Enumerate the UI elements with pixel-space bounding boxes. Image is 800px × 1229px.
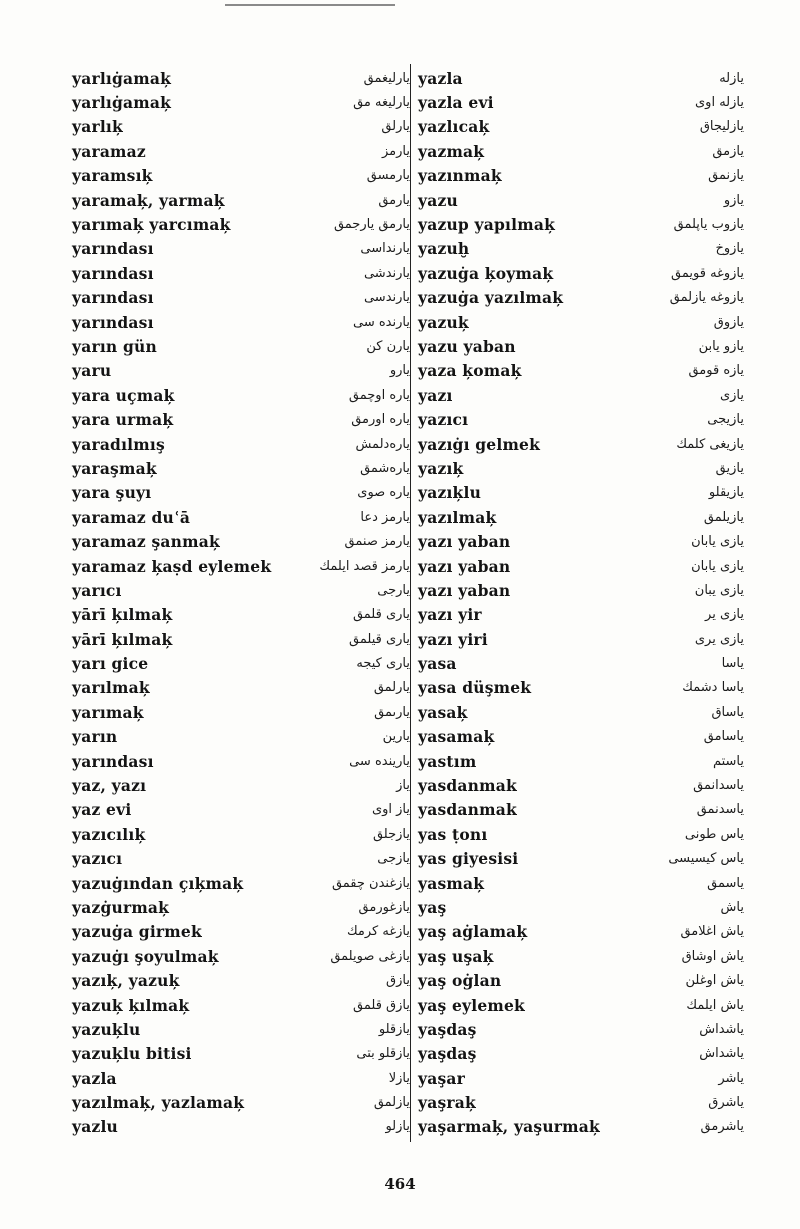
- dictionary-entry: [418, 895, 744, 919]
- dictionary-entry: [72, 725, 410, 749]
- ottoman-script-form: ياستم: [712, 753, 744, 769]
- dictionary-entry: [72, 676, 410, 700]
- dictionary-entry: [418, 359, 744, 383]
- left-column: [72, 66, 410, 1139]
- dictionary-entry: [418, 1090, 744, 1114]
- turkish-headword: yaramaz duʿā: [72, 507, 191, 527]
- ottoman-script-form: ياش ايلمك: [686, 997, 744, 1013]
- turkish-headword: yaş eylemek: [418, 995, 525, 1015]
- dictionary-entry: [72, 1042, 410, 1066]
- dictionary-entry: [418, 90, 744, 114]
- dictionary-entry: [418, 798, 744, 822]
- ottoman-script-form: يارندشى: [363, 265, 410, 281]
- ottoman-script-form: ياشر: [718, 1070, 744, 1086]
- dictionary-entry: [72, 847, 410, 871]
- turkish-headword: yaşdaş: [418, 1044, 477, 1064]
- ottoman-script-form: يازلمق: [373, 1095, 410, 1111]
- ottoman-script-form: يارينده سى: [349, 753, 410, 769]
- ottoman-script-form: يارنده سى: [353, 314, 410, 330]
- dictionary-entry: [72, 749, 410, 773]
- dictionary-entry: [418, 237, 744, 261]
- dictionary-entry: [418, 310, 744, 334]
- ottoman-script-form: ياسدنمق: [696, 802, 744, 818]
- turkish-headword: yazılmaķ: [418, 507, 497, 527]
- right-column: [418, 66, 744, 1139]
- turkish-headword: yaraşmaķ: [72, 458, 157, 478]
- turkish-headword: yazınmaķ: [418, 166, 502, 186]
- turkish-headword: yarındası: [72, 751, 154, 771]
- ottoman-script-form: يازيق: [715, 460, 744, 476]
- dictionary-entry: [72, 578, 410, 602]
- turkish-headword: yaş aġlamaķ: [418, 922, 528, 942]
- ottoman-script-form: يازو: [723, 192, 744, 208]
- ottoman-script-form: يازوخ: [715, 241, 744, 257]
- dictionary-entry: [72, 334, 410, 358]
- ottoman-script-form: يازق: [386, 973, 410, 989]
- dictionary-entry: [72, 554, 410, 578]
- ottoman-script-form: يازلا: [388, 1070, 410, 1086]
- turkish-headword: yarıcı: [72, 580, 122, 600]
- dictionary-entry: [72, 66, 410, 90]
- dictionary-entry: [418, 456, 744, 480]
- ottoman-script-form: ياش اوغلن: [685, 973, 744, 989]
- turkish-headword: yazıcı: [72, 849, 123, 869]
- ottoman-script-form: يازليجاق: [699, 119, 744, 135]
- turkish-headword: yazuḫ: [418, 239, 470, 259]
- turkish-headword: yārī ķılmaķ: [72, 605, 173, 625]
- ottoman-script-form: يارلق: [381, 119, 410, 135]
- ottoman-script-form: ياشرمق: [700, 1119, 744, 1135]
- ottoman-script-form: ياسا: [721, 656, 744, 672]
- ottoman-script-form: ياساق: [711, 704, 744, 720]
- turkish-headword: yaş uşaķ: [418, 946, 494, 966]
- turkish-headword: yaramaz: [72, 141, 146, 161]
- ottoman-script-form: يارليغمق: [363, 70, 410, 86]
- turkish-headword: yazı yaban: [418, 580, 511, 600]
- dictionary-entry: [72, 773, 410, 797]
- dictionary-entry: [72, 1115, 410, 1139]
- dictionary-entry: [72, 822, 410, 846]
- dictionary-entry: [72, 651, 410, 675]
- ottoman-script-form: يارجى: [377, 582, 410, 598]
- turkish-headword: yaz, yazı: [72, 776, 147, 796]
- dictionary-entry: [418, 1115, 744, 1139]
- ottoman-script-form: ياسدانمق: [693, 778, 744, 794]
- dictionary-entry: [418, 529, 744, 553]
- dictionary-entry: [418, 944, 744, 968]
- dictionary-entry: [72, 968, 410, 992]
- turkish-headword: yaradılmış: [72, 434, 165, 454]
- dictionary-entry: [72, 188, 410, 212]
- ottoman-script-form: يازله اوى: [695, 95, 744, 111]
- column-divider: [410, 64, 411, 1142]
- turkish-headword: yaşarmaķ, yaşurmaķ: [418, 1117, 600, 1137]
- ottoman-script-form: ياز: [396, 778, 410, 794]
- turkish-headword: yazu yaban: [418, 336, 516, 356]
- ottoman-script-form: ياشداش: [699, 1046, 744, 1062]
- turkish-headword: yazuġa yazılmaķ: [418, 288, 564, 308]
- ottoman-script-form: يارن كن: [366, 338, 410, 354]
- turkish-headword: yaşar: [418, 1068, 465, 1088]
- dictionary-entry: [72, 505, 410, 529]
- ottoman-script-form: ياره صوى: [357, 485, 410, 501]
- dictionary-entry: [72, 944, 410, 968]
- dictionary-entry: [72, 310, 410, 334]
- turkish-headword: yaşraķ: [418, 1093, 476, 1113]
- turkish-headword: yazı yir: [418, 605, 482, 625]
- turkish-headword: yazuķ ķılmaķ: [72, 995, 190, 1015]
- turkish-headword: yaru: [72, 361, 112, 381]
- dictionary-entry: [418, 554, 744, 578]
- turkish-headword: yas ṭonı: [418, 824, 488, 844]
- dictionary-entry: [72, 212, 410, 236]
- turkish-headword: yazuġından çıķmaķ: [72, 873, 244, 893]
- dictionary-entry: [418, 773, 744, 797]
- turkish-headword: yazu: [418, 190, 458, 210]
- turkish-headword: yarımaķ: [72, 702, 144, 722]
- turkish-headword: yasaķ: [418, 702, 468, 722]
- turkish-headword: yārī ķılmaķ: [72, 629, 173, 649]
- ottoman-script-form: يارىمق: [374, 704, 410, 720]
- turkish-headword: yazla: [418, 68, 463, 88]
- turkish-headword: yarılmaķ: [72, 678, 150, 698]
- ottoman-script-form: ياسا دشمك: [682, 680, 744, 696]
- turkish-headword: yazlıcaķ: [418, 117, 490, 137]
- ottoman-script-form: يازيغى كلمك: [676, 436, 744, 452]
- ottoman-script-form: يازله: [719, 70, 744, 86]
- turkish-headword: yazġurmaķ: [72, 897, 170, 917]
- ottoman-script-form: يازوق: [713, 314, 744, 330]
- ottoman-script-form: يازقلو بتى: [356, 1046, 410, 1062]
- ottoman-script-form: ياره اورمق: [351, 412, 410, 428]
- turkish-headword: yazla: [72, 1068, 117, 1088]
- ottoman-script-form: يازى: [719, 387, 744, 403]
- turkish-headword: yazıcılıķ: [72, 824, 146, 844]
- dictionary-entry: [72, 993, 410, 1017]
- ottoman-script-form: ياش اغلامق: [680, 924, 744, 940]
- dictionary-entry: [72, 1017, 410, 1041]
- dictionary-entry: [418, 432, 744, 456]
- turkish-headword: yaş oġlan: [418, 971, 502, 991]
- turkish-headword: yazıcı: [418, 410, 469, 430]
- dictionary-entry: [72, 261, 410, 285]
- turkish-headword: yarındası: [72, 263, 154, 283]
- dictionary-entry: [72, 895, 410, 919]
- turkish-headword: yarındası: [72, 239, 154, 259]
- ottoman-script-form: يازوغه قويمق: [671, 265, 744, 281]
- dictionary-entry: [418, 847, 744, 871]
- dictionary-entry: [418, 334, 744, 358]
- ottoman-script-form: يارمق: [378, 192, 410, 208]
- ottoman-script-form: ياس كيسيسى: [668, 851, 744, 867]
- dictionary-entry: [72, 286, 410, 310]
- dictionary-entry: [72, 700, 410, 724]
- dictionary-entry: [418, 920, 744, 944]
- dictionary-entry: [72, 456, 410, 480]
- dictionary-entry: [418, 481, 744, 505]
- dictionary-entry: [72, 1066, 410, 1090]
- turkish-headword: yazla evi: [418, 93, 494, 113]
- dictionary-entry: [418, 968, 744, 992]
- ottoman-script-form: يازجلق: [372, 826, 410, 842]
- ottoman-script-form: يارلمق: [373, 680, 410, 696]
- dictionary-entry: [418, 505, 744, 529]
- dictionary-entry: [418, 188, 744, 212]
- ottoman-script-form: يارمسق: [366, 168, 410, 184]
- dictionary-entry: [418, 651, 744, 675]
- dictionary-entry: [418, 1042, 744, 1066]
- ottoman-script-form: ياز اوى: [371, 802, 410, 818]
- turkish-headword: yasdanmak: [418, 776, 517, 796]
- ottoman-script-form: ياشرق: [708, 1095, 744, 1111]
- dictionary-entry: [418, 700, 744, 724]
- turkish-headword: yarlıġamaķ: [72, 93, 172, 113]
- dictionary-entry: [418, 822, 744, 846]
- ottoman-script-form: يازى يابان: [691, 534, 744, 550]
- turkish-headword: yarın gün: [72, 336, 157, 356]
- turkish-headword: yazuġı şoyulmaķ: [72, 946, 219, 966]
- ottoman-script-form: يارمز صنمق: [344, 534, 410, 550]
- turkish-headword: yarlıġamaķ: [72, 68, 172, 88]
- turkish-headword: yarlıķ: [72, 117, 123, 137]
- ottoman-script-form: يازى ير: [705, 607, 744, 623]
- ottoman-script-form: يارنداسى: [360, 241, 410, 257]
- ottoman-script-form: يازقلو: [378, 1021, 410, 1037]
- dictionary-entry: [418, 286, 744, 310]
- ottoman-script-form: يازو يابن: [698, 338, 744, 354]
- ottoman-script-form: ياسمق: [707, 875, 744, 891]
- turkish-headword: yazuġa ķoymaķ: [418, 263, 554, 283]
- dictionary-entry: [72, 407, 410, 431]
- turkish-headword: yasa düşmek: [418, 678, 532, 698]
- ottoman-script-form: يازوغه يازلمق: [669, 290, 744, 306]
- dictionary-entry: [418, 749, 744, 773]
- turkish-headword: yasmaķ: [418, 873, 485, 893]
- dictionary-entry: [418, 261, 744, 285]
- dictionary-entry: [418, 115, 744, 139]
- dictionary-entry: [72, 164, 410, 188]
- turkish-headword: yastım: [418, 751, 477, 771]
- dictionary-entry: [418, 66, 744, 90]
- dictionary-entry: [72, 383, 410, 407]
- dictionary-entry: [418, 871, 744, 895]
- ottoman-script-form: ياره اوچمق: [348, 387, 410, 403]
- ottoman-script-form: يارو: [389, 363, 410, 379]
- turkish-headword: yazup yapılmaķ: [418, 215, 556, 235]
- turkish-headword: yaramsıķ: [72, 166, 153, 186]
- ottoman-script-form: يارمق يارجمق: [333, 217, 410, 233]
- turkish-headword: yazlu: [72, 1117, 119, 1137]
- dictionary-entry: [72, 90, 410, 114]
- dictionary-entry: [418, 164, 744, 188]
- ottoman-script-form: يارەشمق: [360, 460, 410, 476]
- turkish-headword: yarın: [72, 727, 118, 747]
- turkish-headword: yarındası: [72, 288, 154, 308]
- turkish-headword: yaramaz şanmaķ: [72, 532, 220, 552]
- dictionary-entry: [418, 139, 744, 163]
- turkish-headword: yara uçmaķ: [72, 385, 175, 405]
- turkish-headword: yazı yaban: [418, 532, 511, 552]
- dictionary-entry: [72, 481, 410, 505]
- ottoman-script-form: يارى كيجه: [356, 656, 410, 672]
- turkish-headword: yasa: [418, 654, 457, 674]
- dictionary-entry: [418, 212, 744, 236]
- turkish-headword: yazı: [418, 385, 453, 405]
- dictionary-entry: [418, 627, 744, 651]
- ottoman-script-form: يارى قلمق: [352, 607, 410, 623]
- ottoman-script-form: يارى قيلمق: [349, 631, 410, 647]
- ottoman-script-form: يارليغه مق: [353, 95, 410, 111]
- turkish-headword: yaramaz ķaṣd eylemek: [72, 556, 272, 576]
- dictionary-entry: [418, 676, 744, 700]
- ottoman-script-form: يازمق: [712, 143, 744, 159]
- turkish-headword: yaş: [418, 897, 447, 917]
- ottoman-script-form: يازق قلمق: [353, 997, 410, 1013]
- dictionary-entry: [72, 798, 410, 822]
- turkish-headword: yasamaķ: [418, 727, 495, 747]
- ottoman-script-form: يازغورمق: [358, 899, 410, 915]
- dictionary-entry: [418, 407, 744, 431]
- dictionary-entry: [72, 920, 410, 944]
- dictionary-entry: [418, 1066, 744, 1090]
- dictionary-entry: [418, 993, 744, 1017]
- dictionary-entry: [72, 237, 410, 261]
- ottoman-script-form: ياش: [720, 899, 744, 915]
- dictionary-entry: [72, 432, 410, 456]
- ottoman-script-form: يازغه كرمك: [346, 924, 410, 940]
- ottoman-script-form: يارەدلمش: [355, 436, 410, 452]
- dictionary-entry: [72, 529, 410, 553]
- dictionary-entry: [418, 1017, 744, 1041]
- ottoman-script-form: يارين: [382, 729, 410, 745]
- dictionary-entry: [418, 725, 744, 749]
- ottoman-script-form: يارمز: [382, 143, 410, 159]
- turkish-headword: yasdanmak: [418, 800, 517, 820]
- ottoman-script-form: يازى يابان: [691, 558, 744, 574]
- turkish-headword: yaramaķ, yarmaķ: [72, 190, 225, 210]
- ottoman-script-form: يازنمق: [708, 168, 744, 184]
- top-rule: [225, 4, 395, 6]
- ottoman-script-form: ياس طونى: [684, 826, 744, 842]
- turkish-headword: yazıķ: [418, 458, 464, 478]
- turkish-headword: yazı yiri: [418, 629, 488, 649]
- ottoman-script-form: يازغندن چقمق: [331, 875, 410, 891]
- turkish-headword: yazıķlu: [418, 483, 482, 503]
- turkish-headword: yarımaķ yarcımaķ: [72, 215, 231, 235]
- ottoman-script-form: ياسامق: [703, 729, 744, 745]
- ottoman-script-form: ياش اوشاق: [681, 948, 744, 964]
- turkish-headword: yazuķ: [418, 312, 469, 332]
- turkish-headword: yaşdaş: [418, 1019, 477, 1039]
- turkish-headword: yazıķ, yazuķ: [72, 971, 180, 991]
- dictionary-entry: [72, 627, 410, 651]
- dictionary-entry: [72, 1090, 410, 1114]
- turkish-headword: yazılmaķ, yazlamaķ: [72, 1093, 245, 1113]
- dictionary-entry: [72, 871, 410, 895]
- page-number: 464: [384, 1175, 416, 1193]
- turkish-headword: yaz evi: [72, 800, 132, 820]
- dictionary-entry: [72, 603, 410, 627]
- ottoman-script-form: يارمز قصد ايلمك: [319, 558, 410, 574]
- ottoman-script-form: يازى يرى: [694, 631, 744, 647]
- turkish-headword: yara şuyı: [72, 483, 152, 503]
- turkish-headword: yazıġı gelmek: [418, 434, 541, 454]
- ottoman-script-form: يازه قومق: [688, 363, 744, 379]
- dictionary-entry: [418, 603, 744, 627]
- turkish-headword: yarı gice: [72, 654, 149, 674]
- turkish-headword: yas giyesisi: [418, 849, 519, 869]
- dictionary-entry: [72, 139, 410, 163]
- ottoman-script-form: يازيجى: [707, 412, 744, 428]
- ottoman-script-form: يازجى: [377, 851, 410, 867]
- dictionary-entry: [72, 359, 410, 383]
- turkish-headword: yazuġa girmek: [72, 922, 202, 942]
- ottoman-script-form: ياشداش: [699, 1021, 744, 1037]
- ottoman-script-form: يازوب ياپلمق: [673, 217, 744, 233]
- ottoman-script-form: يازى يبان: [694, 582, 744, 598]
- dictionary-entry: [72, 115, 410, 139]
- dictionary-entry: [418, 578, 744, 602]
- turkish-headword: yazmaķ: [418, 141, 485, 161]
- ottoman-script-form: يازيقلو: [708, 485, 744, 501]
- ottoman-script-form: يازلو: [385, 1119, 410, 1135]
- turkish-headword: yara urmaķ: [72, 410, 174, 430]
- turkish-headword: yazuķlu bitisi: [72, 1044, 192, 1064]
- turkish-headword: yarındası: [72, 312, 154, 332]
- turkish-headword: yaza ķomaķ: [418, 361, 522, 381]
- turkish-headword: yazı yaban: [418, 556, 511, 576]
- ottoman-script-form: يارندسى: [363, 290, 410, 306]
- ottoman-script-form: يازيلمق: [703, 509, 744, 525]
- dictionary-entry: [418, 383, 744, 407]
- ottoman-script-form: يارمز دعا: [360, 509, 410, 525]
- ottoman-script-form: يازغى صويلمق: [330, 948, 410, 964]
- turkish-headword: yazuķlu: [72, 1019, 141, 1039]
